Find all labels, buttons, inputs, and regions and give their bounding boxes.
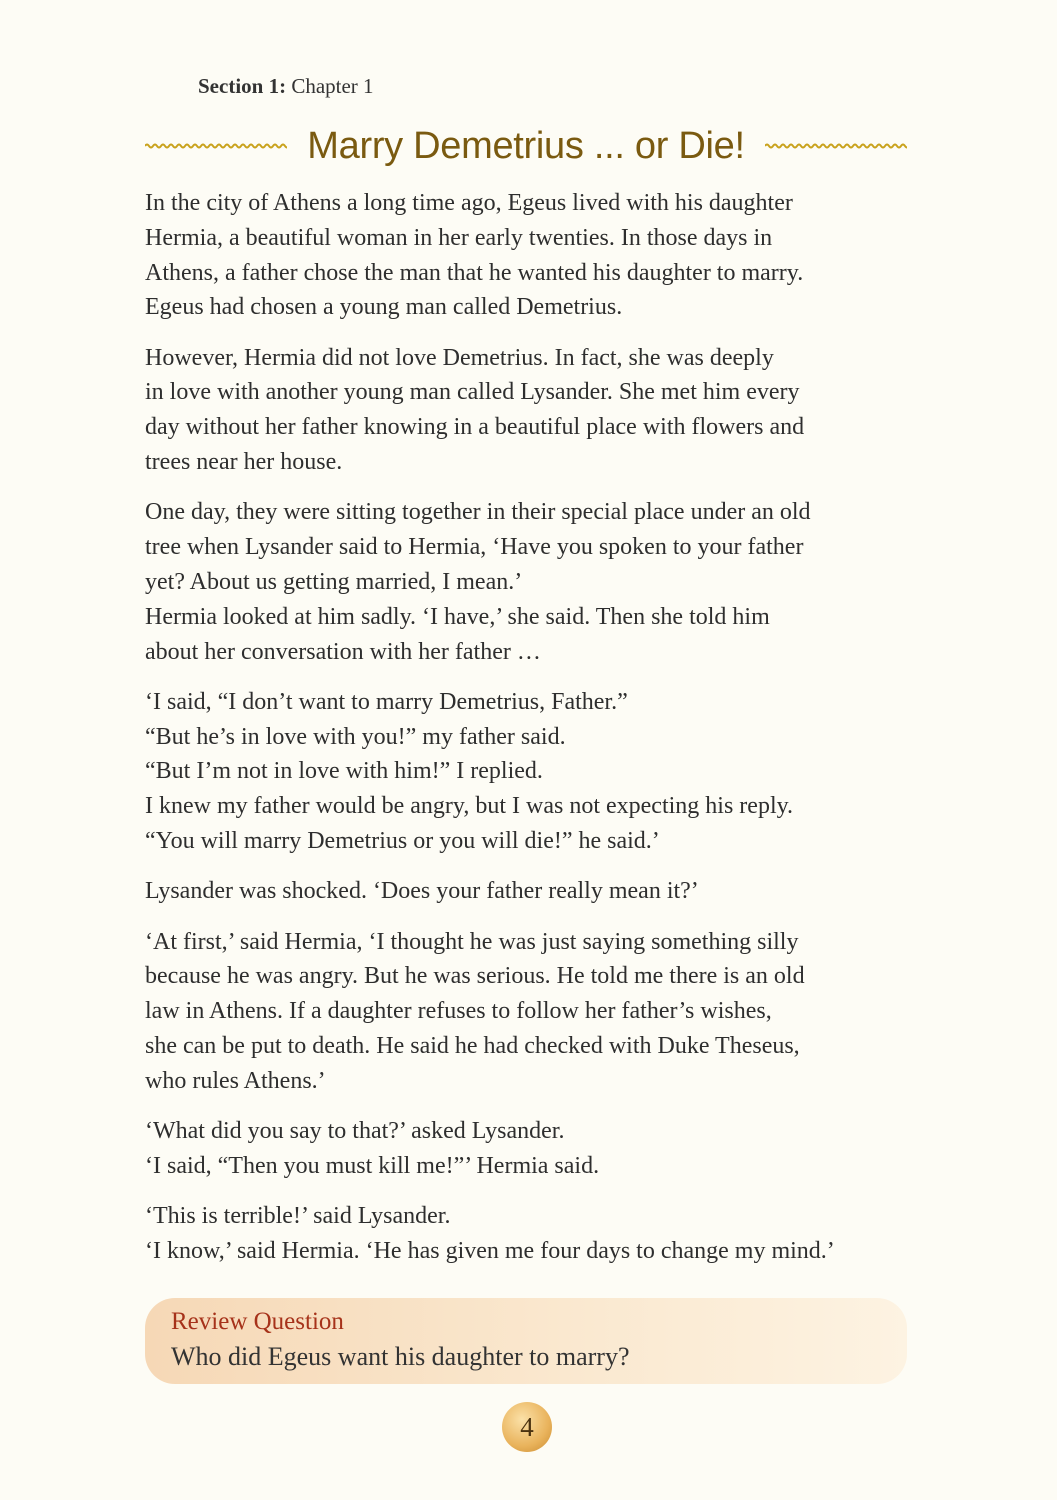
text-line: Hermia, a beautiful woman in her early twenties. In those days in [145,224,773,251]
text-line: I knew my father would be angry, but I was not expecting his reply. [145,793,794,820]
paragraph [145,341,907,480]
text-line: trees near her house. [145,449,343,476]
chapter-number: Chapter 1 [291,74,374,98]
text-line: ‘What did you say to that?’ asked Lysander. [145,1118,565,1145]
review-question-label: Review Question [171,1308,344,1335]
paragraph [145,925,907,1099]
section-label [198,74,374,99]
text-line: in love with another young man called Lysander. She met him every [145,379,800,406]
text-line: ‘At first,’ said Hermia, ‘I thought he was just saying something silly [145,928,799,955]
text-line: “But I’m not in love with him!” I replied. [145,758,543,785]
paragraph [145,1199,907,1269]
paragraph [145,495,907,669]
text-line: ‘I said, “I don’t want to marry Demetrius, Father.” [145,688,628,715]
left-squiggle-ornament [145,139,287,153]
section-number: Section 1: [198,74,287,98]
text-line: In the city of Athens a long time ago, Egeus lived with his daughter [145,190,793,216]
text-line: yet? About us getting married, I mean.’ [145,568,523,595]
text-line: ‘I know,’ said Hermia. ‘He has given me four days to change my mind.’ [145,1238,835,1265]
text-line: day without her father knowing in a beautiful place with flowers and [145,414,805,441]
review-question-text: Who did Egeus want his daughter to marry? [171,1342,630,1371]
text-line: Lysander was shocked. ‘Does your father really mean it?’ [145,878,699,905]
text-line: ‘This is terrible!’ said Lysander. [145,1203,451,1230]
paragraph [145,685,907,859]
paragraph [145,874,907,909]
text-line: Athens, a father chose the man that he wanted his daughter to marry. [145,259,804,286]
review-question-box [145,1298,907,1384]
text-line: tree when Lysander said to Hermia, ‘Have you spoken to your father [145,534,804,561]
text-line: law in Athens. If a daughter refuses to follow her father’s wishes, [145,998,772,1025]
text-line: One day, they were sitting together in their special place under an old [145,499,811,526]
paragraph [145,1114,907,1184]
text-line: Hermia looked at him sadly. ‘I have,’ she said. Then she told him [145,603,770,630]
right-squiggle-ornament [765,139,907,153]
paragraph [145,186,907,325]
text-line: who rules Athens.’ [145,1067,326,1094]
text-line: ‘I said, “Then you must kill me!”’ Hermia said. [145,1152,600,1179]
text-line: However, Hermia did not love Demetrius. In fact, she was deeply [145,344,774,371]
text-line: she can be put to death. He said he had checked with Duke Theseus, [145,1033,800,1060]
story-text [145,186,907,1284]
text-line: because he was angry. But he was serious. He told me there is an old [145,963,805,990]
chapter-title: Marry Demetrius ... or Die! [307,124,745,167]
chapter-title-row [145,118,907,174]
text-line: Egeus had chosen a young man called Demetrius. [145,294,623,321]
text-line: “You will marry Demetrius or you will die!” he said.’ [145,828,660,855]
text-line: “But he’s in love with you!” my father said. [145,723,566,750]
page-number: 4 [502,1402,552,1452]
text-line: about her conversation with her father … [145,638,541,665]
